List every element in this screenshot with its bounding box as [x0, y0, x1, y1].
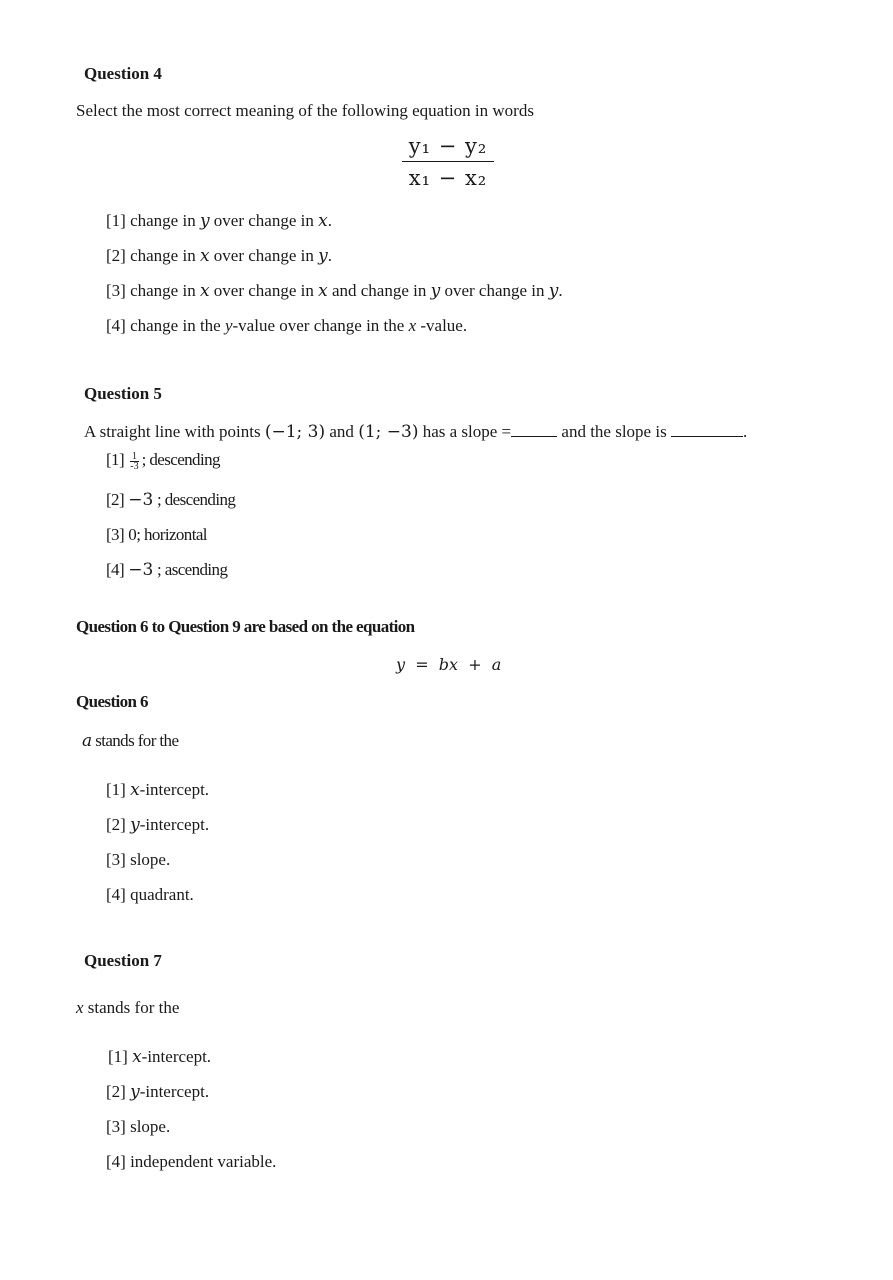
option-text: .	[327, 211, 332, 230]
option-number: [1]	[106, 780, 126, 799]
var-y: y	[199, 211, 210, 231]
var-y: y	[130, 815, 140, 835]
var-x: x	[132, 1047, 142, 1067]
q4-option-2[interactable]	[106, 246, 332, 266]
q7-option-3[interactable]	[106, 1117, 170, 1137]
option-text: over change in	[440, 281, 549, 300]
var-x: x	[318, 211, 328, 231]
fraction-numerator: 1	[131, 450, 137, 462]
option-number: [4]	[106, 560, 125, 579]
question-4-equation	[402, 134, 494, 190]
var-y: y	[224, 316, 233, 335]
section-equation: y = bx + a	[396, 655, 502, 674]
q5-option-4[interactable]	[106, 560, 227, 580]
option-number: [3]	[106, 281, 126, 300]
option-text: -intercept.	[139, 1082, 210, 1101]
option-number: [4]	[106, 1152, 126, 1171]
option-number: [2]	[106, 490, 125, 509]
fraction-denominator: -3	[130, 460, 139, 472]
option-text: slope.	[130, 850, 171, 869]
option-number: [3]	[106, 1117, 126, 1136]
q6-option-4[interactable]	[106, 885, 194, 905]
option-text: over change in	[209, 246, 319, 265]
option-text: slope.	[130, 1117, 171, 1136]
prompt-text: and the slope is	[557, 422, 671, 441]
fraction-bar	[402, 161, 494, 162]
q7-option-2[interactable]	[106, 1082, 209, 1102]
prompt-text: and	[325, 422, 359, 441]
option-text: over change in	[209, 281, 319, 300]
option-text: .	[558, 281, 563, 300]
var-x: x	[408, 316, 417, 335]
option-text: .	[327, 246, 332, 265]
q4-option-3[interactable]	[106, 281, 563, 301]
option-number: [1]	[106, 211, 126, 230]
question-7-prompt	[76, 998, 179, 1018]
q5-option-1[interactable]	[106, 450, 220, 471]
q7-option-1[interactable]	[108, 1047, 211, 1067]
option-text: ; ascending	[153, 560, 228, 579]
equation-denominator: x₁ − x₂	[408, 166, 488, 190]
option-text: -intercept.	[141, 1047, 212, 1066]
prompt-text: stands for the	[83, 998, 180, 1017]
option-text: change in	[130, 246, 200, 265]
question-6-title: Question 6	[76, 692, 148, 711]
option-number: [4]	[106, 885, 126, 904]
var-y: y	[130, 1082, 140, 1102]
question-7-title: Question 7	[84, 951, 162, 970]
question-4-prompt: Select the most correct meaning of the following equation in words	[76, 101, 534, 120]
var-y: y	[430, 281, 441, 301]
option-number: [2]	[106, 1082, 126, 1101]
option-number: [1]	[106, 450, 125, 469]
point-2: (1; −3)	[358, 422, 419, 442]
slope-type-blank[interactable]	[671, 423, 743, 437]
var-x: x	[318, 281, 328, 301]
q4-option-1[interactable]	[106, 211, 332, 231]
prompt-text: has a slope =	[418, 422, 512, 441]
option-text: change in	[130, 211, 200, 230]
q6-option-2[interactable]	[106, 815, 209, 835]
option-text: ; descending	[153, 490, 236, 509]
prompt-text: .	[742, 422, 748, 441]
option-value: −3	[128, 490, 154, 510]
option-text: ; horizontal	[136, 525, 207, 544]
var-a: a	[82, 731, 92, 751]
q4-option-4[interactable]	[106, 316, 467, 336]
q6-option-3[interactable]	[106, 850, 170, 870]
option-text: -value.	[416, 316, 468, 335]
option-text: over change in	[209, 211, 319, 230]
point-1: (−1; 3)	[264, 422, 326, 442]
option-text: -value over change in the	[232, 316, 409, 335]
prompt-text: A straight line with points	[84, 422, 265, 441]
q5-option-3[interactable]	[106, 525, 207, 545]
var-x: x	[130, 780, 140, 800]
option-number: [3]	[106, 850, 126, 869]
option-number: [2]	[106, 815, 126, 834]
option-text: change in the	[130, 316, 225, 335]
option-text: -intercept.	[139, 815, 210, 834]
question-4-title: Question 4	[84, 64, 162, 83]
option-number: [3]	[106, 525, 125, 544]
fraction	[130, 452, 138, 471]
question-5-prompt	[84, 422, 747, 442]
option-text: -intercept.	[139, 780, 210, 799]
var-x: x	[76, 998, 84, 1017]
q6-option-1[interactable]	[106, 780, 209, 800]
var-y: y	[318, 246, 328, 266]
question-6-prompt	[82, 731, 178, 751]
question-5-title: Question 5	[84, 384, 162, 403]
option-text: quadrant.	[130, 885, 194, 904]
option-text: and change in	[327, 281, 431, 300]
q7-option-4[interactable]	[106, 1152, 276, 1172]
var-x: x	[199, 246, 210, 266]
option-value: 0	[128, 525, 137, 544]
option-text: ; descending	[141, 450, 220, 469]
option-value: −3	[128, 560, 154, 580]
option-text: change in	[130, 281, 200, 300]
option-number: [2]	[106, 246, 126, 265]
q5-option-2[interactable]	[106, 490, 235, 510]
section-intro-title: Question 6 to Question 9 are based on the equation	[76, 617, 415, 636]
prompt-text: stands for the	[91, 731, 179, 750]
var-x: x	[199, 281, 210, 301]
slope-value-blank[interactable]	[511, 423, 557, 437]
option-number: [1]	[108, 1047, 128, 1066]
option-number: [4]	[106, 316, 126, 335]
equation-numerator: y₁ − y₂	[408, 134, 488, 158]
option-text: independent variable.	[130, 1152, 277, 1171]
var-y: y	[548, 281, 559, 301]
